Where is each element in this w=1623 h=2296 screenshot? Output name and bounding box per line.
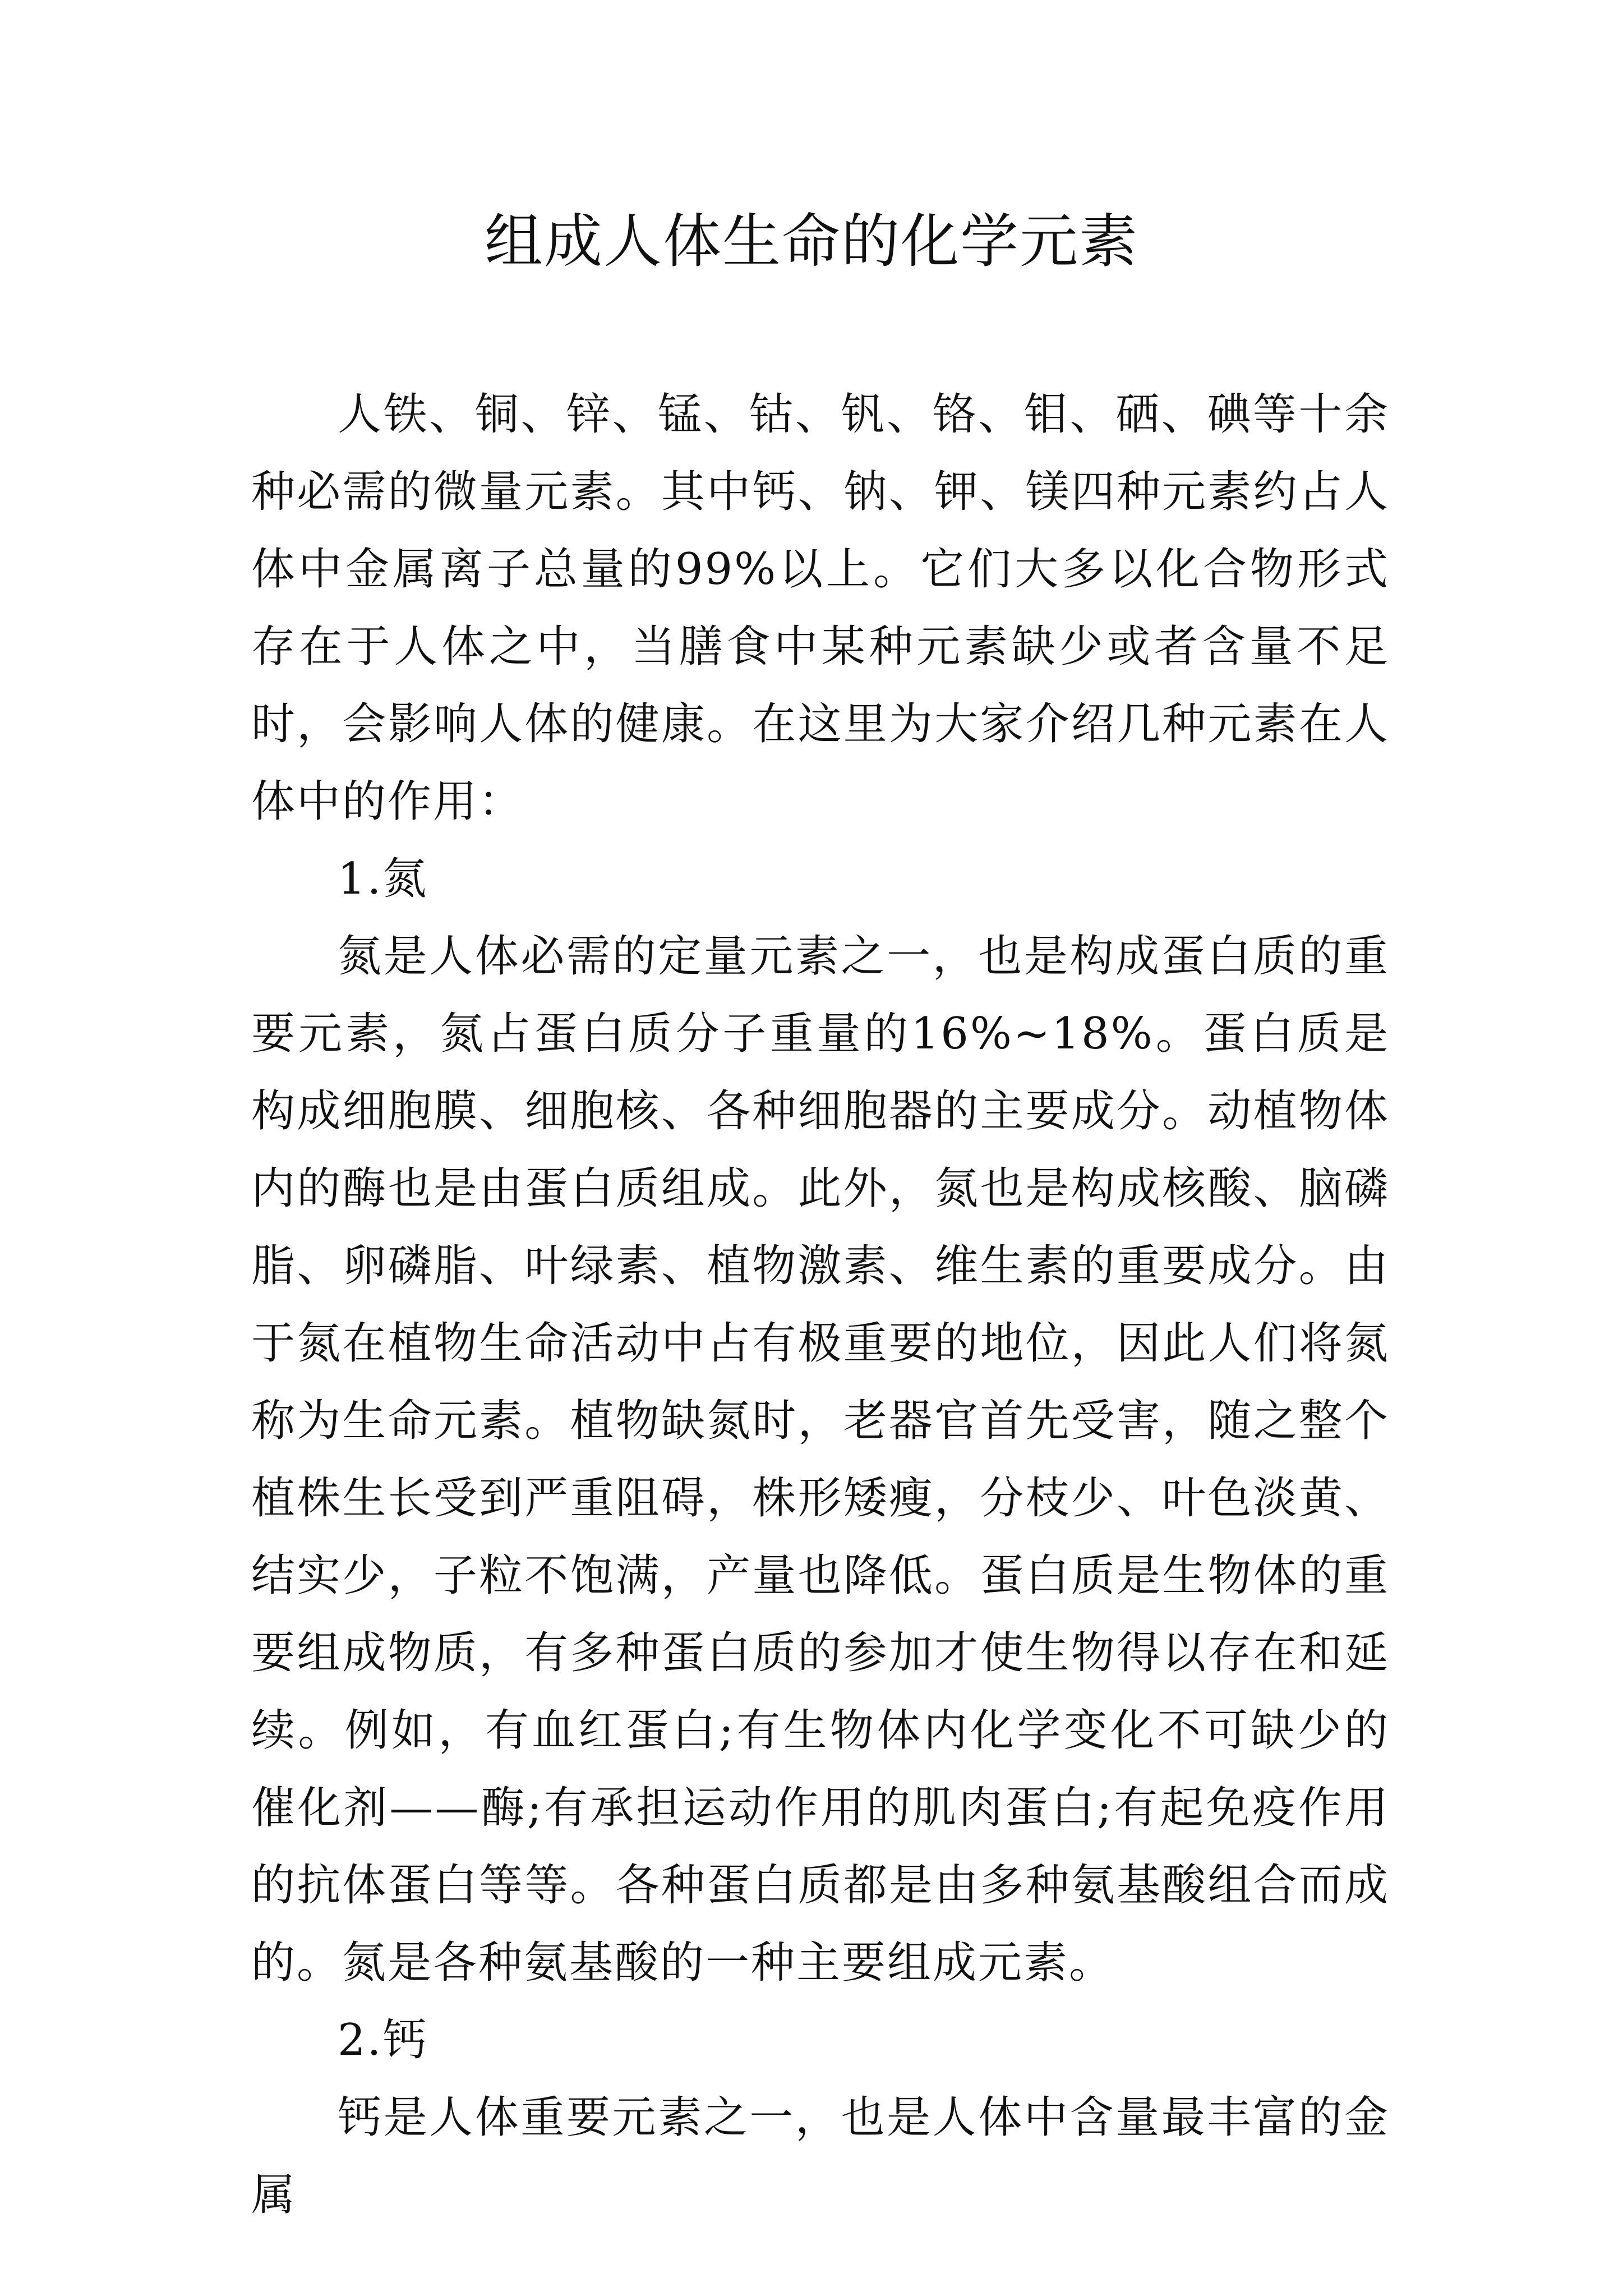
paragraph-intro: 人铁、铜、锌、锰、钴、钒、铬、钼、硒、碘等十余种必需的微量元素。其中钙、钠、钾、镁四种元素约占人体中金属离子总量的99%以上。它们大多以化合物形式存在于人体之中，当膳食中某种元素缺少或者含量不足时，会影响人体的健康。在这里为大家介绍几种元素在人体中的作用： — [251, 389, 1390, 827]
document-body — [251, 376, 1390, 2234]
document-title: 组成人体生命的化学元素 — [484, 207, 1138, 275]
section-heading-nitrogen: 1.氮 — [338, 854, 428, 904]
paragraph-nitrogen: 氮是人体必需的定量元素之一，也是构成蛋白质的重要元素，氮占蛋白质分子重量的16%~18%。蛋白质是构成细胞膜、细胞核、各种细胞器的主要成分。动植物体内的酶也是由蛋白质组成。此外，氮也是构成核酸、脑磷脂、卵磷脂、叶绿素、植物激素、维生素的重要成分。由于氮在植物生命活动中占有极重要的地位，因此人们将氮称为生命元素。植物缺氮时，老器官首先受害，随之整个植株生长受到严重阻碍，株形矮瘦，分枝少、叶色淡黄、结实少，子粒不饱满，产量也降低。蛋白质是生物体的重要组成物质，有多种蛋白质的参加才使生物得以存在和延续。例如，有血红蛋白;有生物体内化学变化不可缺少的催化剂——酶;有承担运动作用的肌肉蛋白;有起免疫作用的抗体蛋白等等。各种蛋白质都是由多种氨基酸组合而成的。氮是各种氨基酸的一种主要组成元素。 — [251, 931, 1390, 1988]
section-heading-calcium: 2.钙 — [338, 2015, 428, 2065]
paragraph-calcium: 钙是人体重要元素之一，也是人体中含量最丰富的金属 — [251, 2092, 1390, 2220]
